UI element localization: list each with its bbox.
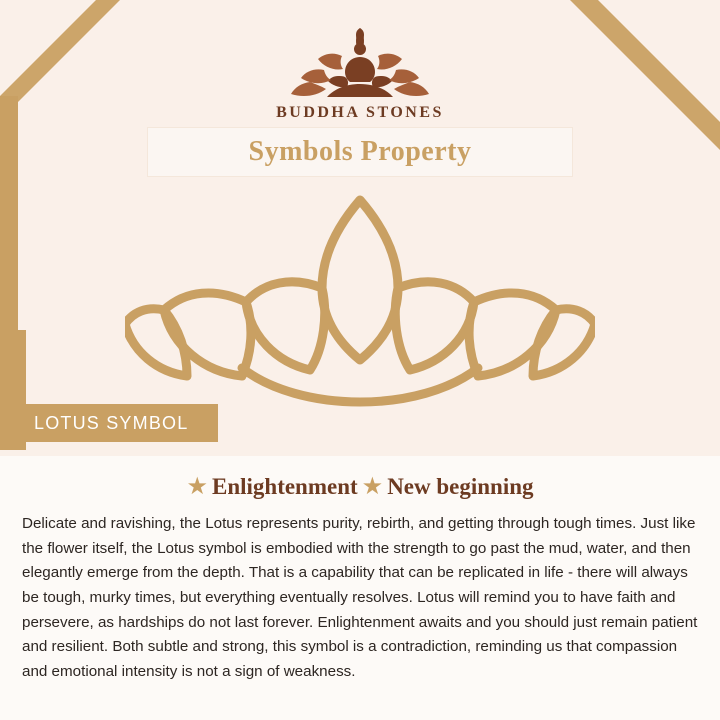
page-title: Symbols Property	[248, 136, 472, 167]
star-icon: ★	[186, 473, 208, 500]
brand-logo-block	[0, 18, 720, 122]
lotus-meditation-figure-icon	[280, 18, 440, 102]
brand-name: BUDDHA STONES	[276, 104, 444, 121]
subtitle-new-beginning: New beginning	[387, 474, 534, 499]
symbol-label: LOTUS SYMBOL	[34, 412, 189, 433]
description-panel	[0, 456, 720, 720]
lotus-flower-outline-icon	[125, 188, 595, 408]
title-banner	[148, 128, 572, 176]
description-paragraph: Delicate and ravishing, the Lotus represents purity, rebirth, and getting through tough times. Just like the flower itself, the Lotus symbol is embodied with the strength to go past the mud, water, and then elegantly emerge from the depth. That is a capability that can be replicated in life - there will always be tough, murky times, but everything eventually resolves. Lotus will remind you to have faith and persevere, as hardships do not last forever. Enlightenment awaits and you should just remain patient and resilient. Both subtle and strong, this symbol is a contradiction, reminding us that compassion and emotional intensity is not a sign of weakness.	[22, 515, 698, 680]
subtitle-row	[22, 474, 698, 500]
star-icon: ★	[361, 473, 384, 500]
symbol-label-tab	[0, 404, 218, 442]
subtitle-enlightenment: Enlightenment	[211, 474, 358, 499]
